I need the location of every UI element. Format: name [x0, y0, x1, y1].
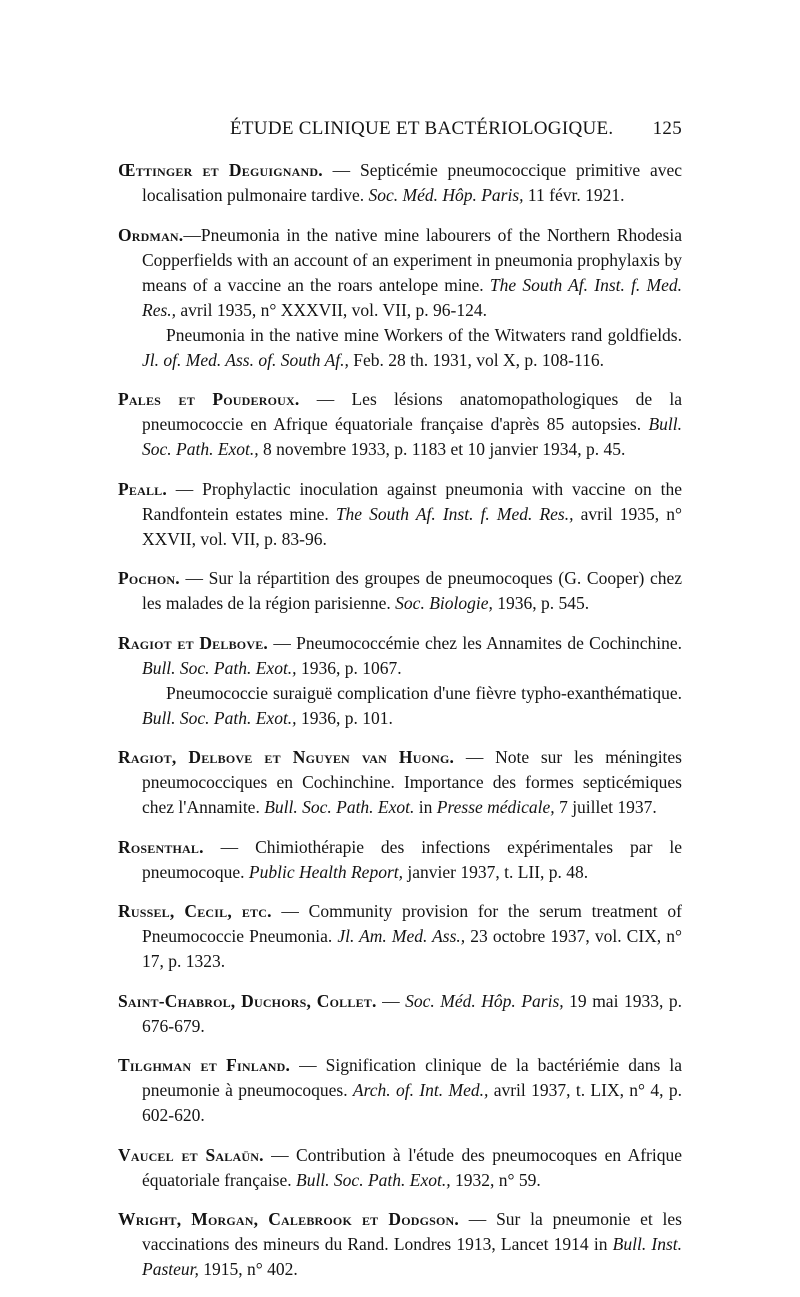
entry-source: Bull. Soc. Path. Exot.,	[142, 657, 297, 678]
entry-text: Pneumonia in the native mine Workers of the Witwaters rand goldfields.	[166, 324, 682, 345]
entry-text: — Signification clinique de la bactériémie dans la pneumonie à pneumocoques.	[142, 1055, 682, 1100]
entry-authors: Russel, Cecil, etc.	[118, 901, 272, 921]
entry-details: 8 novembre 1933, p. 1183 et 10 janvier 1934, p. 45.	[258, 439, 626, 459]
bibliography-entry	[118, 1053, 682, 1128]
entry-source: Bull. Inst. Pasteur,	[142, 1234, 682, 1279]
entry-details: avril 1935, n° XXXVII, vol. VII, p. 96-124.	[176, 299, 487, 320]
entry-source-secondary: Presse médicale,	[436, 797, 555, 817]
bibliography-entry	[118, 989, 682, 1039]
entry-source: Public Health Report,	[248, 861, 403, 882]
entry-authors: Rosenthal.	[118, 836, 204, 857]
entry-text: — Contribution à l'étude des pneumocoques en Afrique équatoriale française.	[142, 1144, 683, 1190]
entry-text: — Sur la répartition des groupes de pneumocoques (G. Cooper) chez les malades de la région parisienne.	[142, 568, 682, 613]
entry-text: — Note sur les méningites pneumococciques en Cochinchine. Importance des formes septicémiques chez l'Annamite.	[142, 747, 682, 817]
entry-source: The South Af. Inst. f. Med. Res.,	[335, 503, 574, 524]
bibliography-entry	[118, 835, 682, 885]
entry-authors: Ragiot, Delbove et Nguyen van Huong.	[118, 747, 455, 767]
entry-details: 11 févr. 1921.	[523, 185, 625, 205]
entry-details: 1936, p. 1067.	[296, 657, 402, 678]
entry-details-secondary: 7 juillet 1937.	[554, 797, 657, 817]
entry-text: — Les lésions anatomopathologiques de la pneumococcie en Afrique équatoriale française d'après 85 autopsies.	[142, 389, 683, 434]
entry-source: Soc. Méd. Hôp. Paris,	[405, 990, 564, 1011]
entry-source: Arch. of. Int. Med.,	[352, 1080, 489, 1100]
entry-text: — Sur la pneumonie et les vaccinations des mineurs du Rand. Londres 1913, Lancet 1914 in	[142, 1209, 682, 1254]
entry-source: Soc. Biologie,	[395, 593, 493, 613]
entry-source: Bull. Soc. Path. Exot.,	[142, 707, 297, 728]
bibliography-entry	[118, 477, 682, 552]
bibliography-entry	[118, 1143, 682, 1193]
entry-text: — Prophylactic inoculation against pneumonia with vaccine on the Randfontein estates mine.	[142, 478, 682, 524]
entry-source: Jl. Am. Med. Ass.,	[337, 926, 466, 946]
bibliography-entry	[118, 631, 682, 681]
entry-authors: Ordman.	[118, 224, 184, 245]
entry-text: — Community provision for the serum treatment of Pneumococcie Pneumonia.	[142, 901, 682, 946]
entry-details: 1936, p. 101.	[296, 707, 393, 728]
entry-details: avril 1937, t. LIX, n° 4, p. 602-620.	[142, 1080, 682, 1125]
running-title: ÉTUDE CLINIQUE ET BACTÉRIOLOGIQUE.	[230, 118, 614, 139]
page-number: 125	[652, 118, 682, 139]
bibliography-entry	[118, 223, 682, 323]
entry-authors: Wright, Morgan, Calebrook et Dodgson.	[118, 1209, 459, 1229]
entry-text: —Pneumonia in the native mine labourers of the Northern Rhodesia Copperfields with an account of an experiment in pneumonia prophylaxis by means of a vaccine an the roars antelope mine.	[142, 224, 682, 295]
entry-details: avril 1935, n° XXVII, vol. VII, p. 83-96.	[142, 503, 682, 549]
entry-details: 23 octobre 1937, vol. CIX, n° 17, p. 1323.	[142, 926, 682, 971]
bibliography-continuation	[142, 323, 682, 373]
entry-authors: Tilghman et Finland.	[118, 1055, 291, 1075]
entry-source: Jl. of. Med. Ass. of. South Af.,	[142, 349, 349, 370]
bibliography-continuation	[142, 681, 682, 731]
entry-authors: Vaucel et Salaün.	[118, 1144, 264, 1165]
entry-details: janvier 1937, t. LII, p. 48.	[403, 861, 589, 882]
entry-text: — Pneumococcémie chez les Annamites de Cochinchine.	[267, 632, 682, 653]
entry-authors: Ragiot et Delbove.	[118, 632, 268, 653]
entry-details: 1936, p. 545.	[492, 593, 590, 613]
entry-details: in	[414, 797, 437, 817]
bibliography-entry	[118, 387, 682, 462]
bibliography-entry	[118, 566, 682, 616]
entry-authors: Peall.	[118, 478, 167, 499]
entry-authors: Œttinger et Deguignand.	[118, 160, 323, 180]
bibliography-list	[118, 158, 682, 1297]
entry-source: Soc. Méd. Hôp. Paris,	[368, 185, 524, 205]
entry-details: 1915, n° 402.	[198, 1259, 298, 1279]
entry-text: — Chimiothérapie des infections expérimentales par le pneumocoque.	[142, 836, 682, 882]
entry-authors: Saint-Chabrol, Duchors, Collet.	[118, 990, 377, 1011]
entry-source: Bull. Soc. Path. Exot.	[264, 797, 415, 817]
entry-details: 19 mai 1933, p. 676-679.	[142, 990, 682, 1036]
bibliography-entry	[118, 158, 682, 208]
entry-text: —	[376, 990, 406, 1011]
entry-source: Bull. Soc. Path. Exot.,	[142, 414, 682, 459]
bibliography-entry	[118, 745, 682, 820]
entry-source: The South Af. Inst. f. Med. Res.,	[142, 274, 682, 320]
entry-authors: Pochon.	[118, 568, 180, 588]
entry-text: Pneumococcie suraiguë complication d'une fièvre typho-exanthématique.	[166, 682, 682, 703]
entry-authors: Pales et Pouderoux.	[118, 389, 300, 409]
entry-details: Feb. 28 th. 1931, vol X, p. 108-116.	[348, 349, 604, 370]
bibliography-entry	[118, 899, 682, 974]
entry-details: 1932, n° 59.	[450, 1169, 541, 1190]
entry-text: — Septicémie pneumococcique primitive avec localisation pulmonaire tardive.	[142, 160, 682, 205]
entry-source: Bull. Soc. Path. Exot.,	[296, 1169, 451, 1190]
